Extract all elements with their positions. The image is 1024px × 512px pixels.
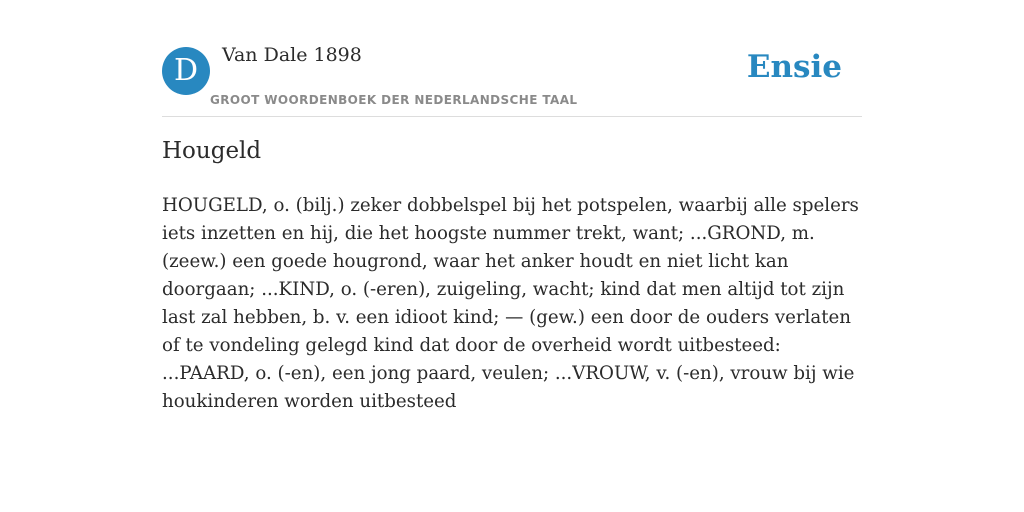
entry-card	[162, 0, 862, 512]
dictionary-logo[interactable]: D	[162, 47, 210, 95]
entry-header	[162, 0, 862, 117]
dictionary-name[interactable]: Van Dale 1898	[222, 44, 362, 66]
brand-logo[interactable]: Ensie	[746, 49, 842, 85]
entry-definition: HOUGELD, o. (bilj.) zeker dobbelspel bij het potspelen, waarbij alle spelers iets inzetten en hij, die het hoogste nummer trekt, want; ...GROND, m. (zeew.) een goede hougrond, waar het anker houdt en niet licht kan doorgaan; ...KIND, o. (-eren), zuigeling, wacht; kind dat men altijd tot zijn last zal hebben, b. v. een idioot kind; — (gew.) een door de ouders verlaten of te vondeling gelegd kind dat door de overheid wordt uitbesteed: ...PAARD, o. (-en), een jong paard, veulen; ...VROUW, v. (-en), vrouw bij wie houkinderen worden uitbesteed	[162, 195, 859, 412]
page-title: Hougeld	[162, 138, 262, 164]
dictionary-subtitle: GROOT WOORDENBOEK DER NEDERLANDSCHE TAAL	[210, 93, 578, 107]
